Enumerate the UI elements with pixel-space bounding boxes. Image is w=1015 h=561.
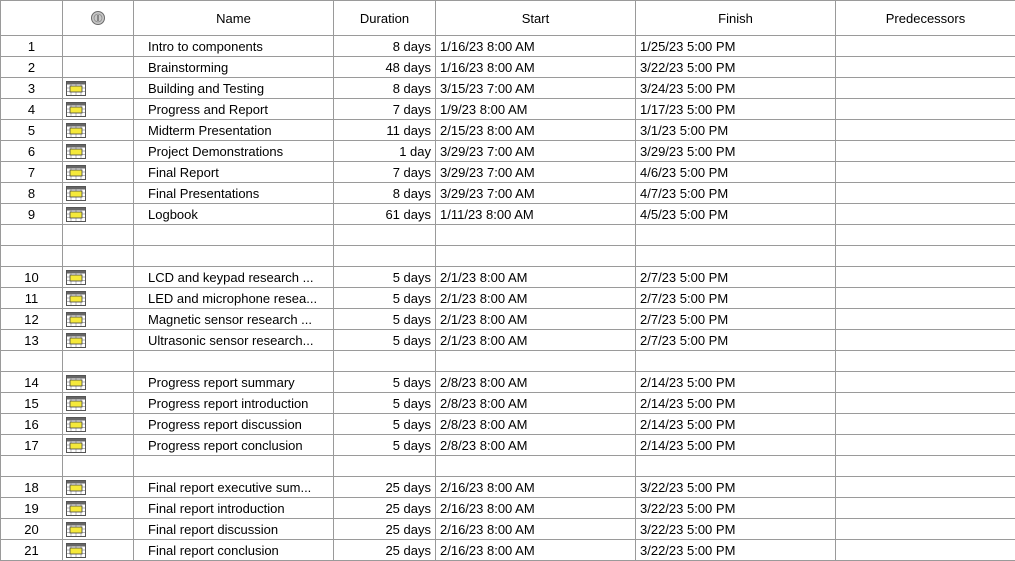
task-id-cell[interactable]: 4 [1, 99, 63, 120]
task-duration-cell[interactable]: 5 days [334, 309, 436, 330]
task-duration-cell[interactable]: 5 days [334, 267, 436, 288]
calendar-icon [66, 396, 86, 411]
task-name-cell[interactable]: Final Report [134, 162, 334, 183]
task-predecessors-cell[interactable] [836, 372, 1015, 393]
task-start-cell[interactable] [436, 456, 636, 477]
task-start-cell[interactable]: 2/15/23 8:00 AM [436, 120, 636, 141]
task-table-body [1, 36, 1015, 561]
task-name-cell[interactable]: Final report introduction [134, 498, 334, 519]
task-start-cell[interactable] [436, 351, 636, 372]
task-id-cell[interactable]: 13 [1, 330, 63, 351]
indicator-cell[interactable] [63, 456, 134, 477]
info-icon [90, 10, 106, 26]
task-start-cell[interactable]: 3/29/23 7:00 AM [436, 162, 636, 183]
task-finish-cell[interactable]: 3/24/23 5:00 PM [636, 78, 836, 99]
calendar-icon [66, 543, 86, 558]
column-header-indicators[interactable] [63, 1, 134, 36]
table-row-blank[interactable] [1, 456, 1015, 477]
task-duration-cell[interactable]: 7 days [334, 99, 436, 120]
task-predecessors-cell[interactable] [836, 456, 1015, 477]
table-row[interactable] [1, 372, 1015, 393]
task-duration-cell[interactable] [334, 246, 436, 267]
calendar-icon [66, 270, 86, 285]
calendar-icon [66, 417, 86, 432]
task-predecessors-cell[interactable] [836, 36, 1015, 57]
task-name-cell[interactable]: Project Demonstrations [134, 141, 334, 162]
task-name-cell[interactable]: Ultrasonic sensor research... [134, 330, 334, 351]
task-predecessors-cell[interactable] [836, 540, 1015, 561]
task-duration-cell[interactable]: 11 days [334, 120, 436, 141]
task-name-cell[interactable]: Progress report discussion [134, 414, 334, 435]
task-predecessors-cell[interactable] [836, 477, 1015, 498]
task-predecessors-cell[interactable] [836, 435, 1015, 456]
table-row[interactable] [1, 36, 1015, 57]
task-predecessors-cell[interactable] [836, 225, 1015, 246]
task-duration-cell[interactable]: 25 days [334, 540, 436, 561]
task-duration-cell[interactable]: 25 days [334, 519, 436, 540]
task-finish-cell[interactable] [636, 225, 836, 246]
calendar-icon [66, 81, 86, 96]
task-duration-cell[interactable]: 8 days [334, 183, 436, 204]
task-predecessors-cell[interactable] [836, 393, 1015, 414]
task-id-cell[interactable]: 18 [1, 477, 63, 498]
calendar-icon [66, 207, 86, 222]
task-id-cell[interactable]: 6 [1, 141, 63, 162]
column-header-name[interactable]: Name [134, 1, 334, 36]
task-name-cell[interactable]: Brainstorming [134, 57, 334, 78]
task-id-cell[interactable]: 3 [1, 78, 63, 99]
indicator-cell[interactable] [63, 393, 134, 414]
task-duration-cell[interactable]: 25 days [334, 498, 436, 519]
task-finish-cell[interactable]: 3/22/23 5:00 PM [636, 477, 836, 498]
task-name-cell[interactable]: LED and microphone resea... [134, 288, 334, 309]
task-id-cell[interactable] [1, 225, 63, 246]
task-predecessors-cell[interactable] [836, 519, 1015, 540]
task-finish-cell[interactable]: 3/1/23 5:00 PM [636, 120, 836, 141]
task-duration-cell[interactable]: 48 days [334, 57, 436, 78]
column-header-id[interactable] [1, 1, 63, 36]
task-name-cell[interactable]: Logbook [134, 204, 334, 225]
calendar-icon [66, 438, 86, 453]
calendar-icon [66, 312, 86, 327]
indicator-cell[interactable] [63, 57, 134, 78]
indicator-cell[interactable] [63, 372, 134, 393]
task-name-cell[interactable] [134, 246, 334, 267]
indicator-cell[interactable] [63, 225, 134, 246]
task-start-cell[interactable]: 3/29/23 7:00 AM [436, 141, 636, 162]
indicator-cell[interactable] [63, 414, 134, 435]
indicator-cell[interactable] [63, 288, 134, 309]
task-predecessors-cell[interactable] [836, 498, 1015, 519]
task-finish-cell[interactable]: 2/7/23 5:00 PM [636, 267, 836, 288]
task-duration-cell[interactable] [334, 456, 436, 477]
task-start-cell[interactable]: 2/1/23 8:00 AM [436, 309, 636, 330]
task-duration-cell[interactable]: 25 days [334, 477, 436, 498]
task-id-cell[interactable]: 16 [1, 414, 63, 435]
task-id-cell[interactable]: 12 [1, 309, 63, 330]
task-start-cell[interactable]: 2/1/23 8:00 AM [436, 267, 636, 288]
indicator-cell[interactable] [63, 204, 134, 225]
task-id-cell[interactable] [1, 351, 63, 372]
task-predecessors-cell[interactable] [836, 330, 1015, 351]
task-id-cell[interactable]: 10 [1, 267, 63, 288]
task-duration-cell[interactable]: 5 days [334, 330, 436, 351]
task-duration-cell[interactable]: 5 days [334, 372, 436, 393]
task-duration-cell[interactable]: 5 days [334, 393, 436, 414]
task-duration-cell[interactable]: 5 days [334, 435, 436, 456]
task-name-cell[interactable]: Progress report introduction [134, 393, 334, 414]
calendar-icon [66, 501, 86, 516]
task-finish-cell[interactable]: 2/7/23 5:00 PM [636, 309, 836, 330]
task-id-cell[interactable]: 8 [1, 183, 63, 204]
indicator-cell[interactable] [63, 435, 134, 456]
table-row[interactable] [1, 477, 1015, 498]
task-id-cell[interactable]: 15 [1, 393, 63, 414]
header-row [1, 1, 1015, 36]
table-row[interactable] [1, 57, 1015, 78]
task-id-cell[interactable]: 21 [1, 540, 63, 561]
task-finish-cell[interactable]: 3/29/23 5:00 PM [636, 141, 836, 162]
table-row-blank[interactable] [1, 225, 1015, 246]
indicator-cell[interactable] [63, 330, 134, 351]
task-name-cell[interactable] [134, 225, 334, 246]
task-finish-cell[interactable] [636, 246, 836, 267]
task-predecessors-cell[interactable] [836, 120, 1015, 141]
indicator-cell[interactable] [63, 498, 134, 519]
table-row[interactable] [1, 288, 1015, 309]
task-duration-cell[interactable] [334, 225, 436, 246]
task-finish-cell[interactable]: 1/17/23 5:00 PM [636, 99, 836, 120]
task-predecessors-cell[interactable] [836, 183, 1015, 204]
task-name-cell[interactable]: LCD and keypad research ... [134, 267, 334, 288]
column-header-start[interactable]: Start [436, 1, 636, 36]
task-finish-cell[interactable]: 3/22/23 5:00 PM [636, 57, 836, 78]
column-header-predecessors[interactable]: Predecessors [836, 1, 1015, 36]
task-duration-cell[interactable]: 5 days [334, 288, 436, 309]
task-name-cell[interactable]: Progress and Report [134, 99, 334, 120]
task-predecessors-cell[interactable] [836, 78, 1015, 99]
task-id-cell[interactable]: 1 [1, 36, 63, 57]
task-start-cell[interactable]: 2/16/23 8:00 AM [436, 519, 636, 540]
task-start-cell[interactable]: 2/16/23 8:00 AM [436, 477, 636, 498]
table-row[interactable] [1, 162, 1015, 183]
task-finish-cell[interactable]: 3/22/23 5:00 PM [636, 519, 836, 540]
calendar-icon [66, 291, 86, 306]
task-name-cell[interactable]: Progress report conclusion [134, 435, 334, 456]
task-name-cell[interactable]: Final report discussion [134, 519, 334, 540]
task-id-cell[interactable]: 19 [1, 498, 63, 519]
calendar-icon [66, 102, 86, 117]
task-name-cell[interactable]: Progress report summary [134, 372, 334, 393]
indicator-cell[interactable] [63, 246, 134, 267]
task-id-cell[interactable]: 11 [1, 288, 63, 309]
task-finish-cell[interactable] [636, 456, 836, 477]
calendar-icon [66, 186, 86, 201]
task-start-cell[interactable]: 2/1/23 8:00 AM [436, 330, 636, 351]
task-predecessors-cell[interactable] [836, 162, 1015, 183]
task-finish-cell[interactable]: 2/14/23 5:00 PM [636, 435, 836, 456]
task-start-cell[interactable]: 1/16/23 8:00 AM [436, 57, 636, 78]
task-finish-cell[interactable] [636, 351, 836, 372]
task-name-cell[interactable]: Midterm Presentation [134, 120, 334, 141]
indicator-cell[interactable] [63, 99, 134, 120]
task-finish-cell[interactable]: 2/7/23 5:00 PM [636, 288, 836, 309]
indicator-cell[interactable] [63, 519, 134, 540]
calendar-icon [66, 375, 86, 390]
task-start-cell[interactable]: 2/8/23 8:00 AM [436, 372, 636, 393]
table-row[interactable] [1, 414, 1015, 435]
table-row[interactable] [1, 120, 1015, 141]
indicator-cell[interactable] [63, 267, 134, 288]
task-predecessors-cell[interactable] [836, 288, 1015, 309]
task-predecessors-cell[interactable] [836, 267, 1015, 288]
column-header-duration[interactable]: Duration [334, 1, 436, 36]
calendar-icon [66, 123, 86, 138]
task-start-cell[interactable]: 2/1/23 8:00 AM [436, 288, 636, 309]
task-id-cell[interactable]: 5 [1, 120, 63, 141]
task-duration-cell[interactable]: 8 days [334, 78, 436, 99]
task-duration-cell[interactable]: 7 days [334, 162, 436, 183]
task-name-cell[interactable]: Final report conclusion [134, 540, 334, 561]
indicator-cell[interactable] [63, 183, 134, 204]
calendar-icon [66, 522, 86, 537]
calendar-icon [66, 333, 86, 348]
task-finish-cell[interactable]: 2/14/23 5:00 PM [636, 393, 836, 414]
table-row[interactable] [1, 540, 1015, 561]
task-predecessors-cell[interactable] [836, 99, 1015, 120]
task-predecessors-cell[interactable] [836, 351, 1015, 372]
task-finish-cell[interactable]: 2/7/23 5:00 PM [636, 330, 836, 351]
task-predecessors-cell[interactable] [836, 204, 1015, 225]
task-name-cell[interactable]: Intro to components [134, 36, 334, 57]
task-duration-cell[interactable]: 1 day [334, 141, 436, 162]
indicator-cell[interactable] [63, 120, 134, 141]
task-id-cell[interactable] [1, 246, 63, 267]
task-duration-cell[interactable]: 8 days [334, 36, 436, 57]
task-start-cell[interactable] [436, 246, 636, 267]
table-row-blank[interactable] [1, 246, 1015, 267]
task-finish-cell[interactable]: 3/22/23 5:00 PM [636, 540, 836, 561]
task-finish-cell[interactable]: 2/14/23 5:00 PM [636, 414, 836, 435]
indicator-cell[interactable] [63, 78, 134, 99]
indicator-cell[interactable] [63, 540, 134, 561]
task-duration-cell[interactable] [334, 351, 436, 372]
task-predecessors-cell[interactable] [836, 141, 1015, 162]
task-id-cell[interactable]: 14 [1, 372, 63, 393]
task-name-cell[interactable] [134, 456, 334, 477]
table-row[interactable] [1, 309, 1015, 330]
task-id-cell[interactable]: 2 [1, 57, 63, 78]
table-row[interactable] [1, 78, 1015, 99]
task-name-cell[interactable]: Magnetic sensor research ... [134, 309, 334, 330]
calendar-icon [66, 144, 86, 159]
task-start-cell[interactable]: 2/8/23 8:00 AM [436, 435, 636, 456]
task-id-cell[interactable]: 9 [1, 204, 63, 225]
task-start-cell[interactable]: 1/9/23 8:00 AM [436, 99, 636, 120]
task-predecessors-cell[interactable] [836, 246, 1015, 267]
task-start-cell[interactable]: 1/11/23 8:00 AM [436, 204, 636, 225]
table-row[interactable] [1, 393, 1015, 414]
column-header-finish[interactable]: Finish [636, 1, 836, 36]
task-finish-cell[interactable]: 4/5/23 5:00 PM [636, 204, 836, 225]
table-row-blank[interactable] [1, 351, 1015, 372]
table-row[interactable] [1, 99, 1015, 120]
task-start-cell[interactable] [436, 225, 636, 246]
task-duration-cell[interactable]: 5 days [334, 414, 436, 435]
task-name-cell[interactable]: Final Presentations [134, 183, 334, 204]
table-row[interactable] [1, 141, 1015, 162]
task-id-cell[interactable]: 7 [1, 162, 63, 183]
calendar-icon [66, 480, 86, 495]
task-name-cell[interactable]: Final report executive sum... [134, 477, 334, 498]
task-predecessors-cell[interactable] [836, 309, 1015, 330]
table-row[interactable] [1, 330, 1015, 351]
table-row[interactable] [1, 183, 1015, 204]
table-row[interactable] [1, 267, 1015, 288]
table-row[interactable] [1, 498, 1015, 519]
task-predecessors-cell[interactable] [836, 57, 1015, 78]
task-start-cell[interactable]: 3/29/23 7:00 AM [436, 183, 636, 204]
indicator-cell[interactable] [63, 36, 134, 57]
task-start-cell[interactable]: 3/15/23 7:00 AM [436, 78, 636, 99]
task-start-cell[interactable]: 2/16/23 8:00 AM [436, 540, 636, 561]
task-start-cell[interactable]: 2/8/23 8:00 AM [436, 393, 636, 414]
task-id-cell[interactable]: 20 [1, 519, 63, 540]
indicator-cell[interactable] [63, 477, 134, 498]
task-start-cell[interactable]: 2/8/23 8:00 AM [436, 414, 636, 435]
task-finish-cell[interactable]: 3/22/23 5:00 PM [636, 498, 836, 519]
indicator-cell[interactable] [63, 309, 134, 330]
task-finish-cell[interactable]: 4/6/23 5:00 PM [636, 162, 836, 183]
indicator-cell[interactable] [63, 162, 134, 183]
task-finish-cell[interactable]: 4/7/23 5:00 PM [636, 183, 836, 204]
task-id-cell[interactable]: 17 [1, 435, 63, 456]
table-row[interactable] [1, 435, 1015, 456]
indicator-cell[interactable] [63, 351, 134, 372]
calendar-icon [66, 165, 86, 180]
task-finish-cell[interactable]: 2/14/23 5:00 PM [636, 372, 836, 393]
table-row[interactable] [1, 519, 1015, 540]
indicator-cell[interactable] [63, 141, 134, 162]
task-finish-cell[interactable]: 1/25/23 5:00 PM [636, 36, 836, 57]
task-start-cell[interactable]: 1/16/23 8:00 AM [436, 36, 636, 57]
task-id-cell[interactable] [1, 456, 63, 477]
table-row[interactable] [1, 204, 1015, 225]
task-name-cell[interactable]: Building and Testing [134, 78, 334, 99]
task-duration-cell[interactable]: 61 days [334, 204, 436, 225]
task-start-cell[interactable]: 2/16/23 8:00 AM [436, 498, 636, 519]
task-name-cell[interactable] [134, 351, 334, 372]
task-predecessors-cell[interactable] [836, 414, 1015, 435]
